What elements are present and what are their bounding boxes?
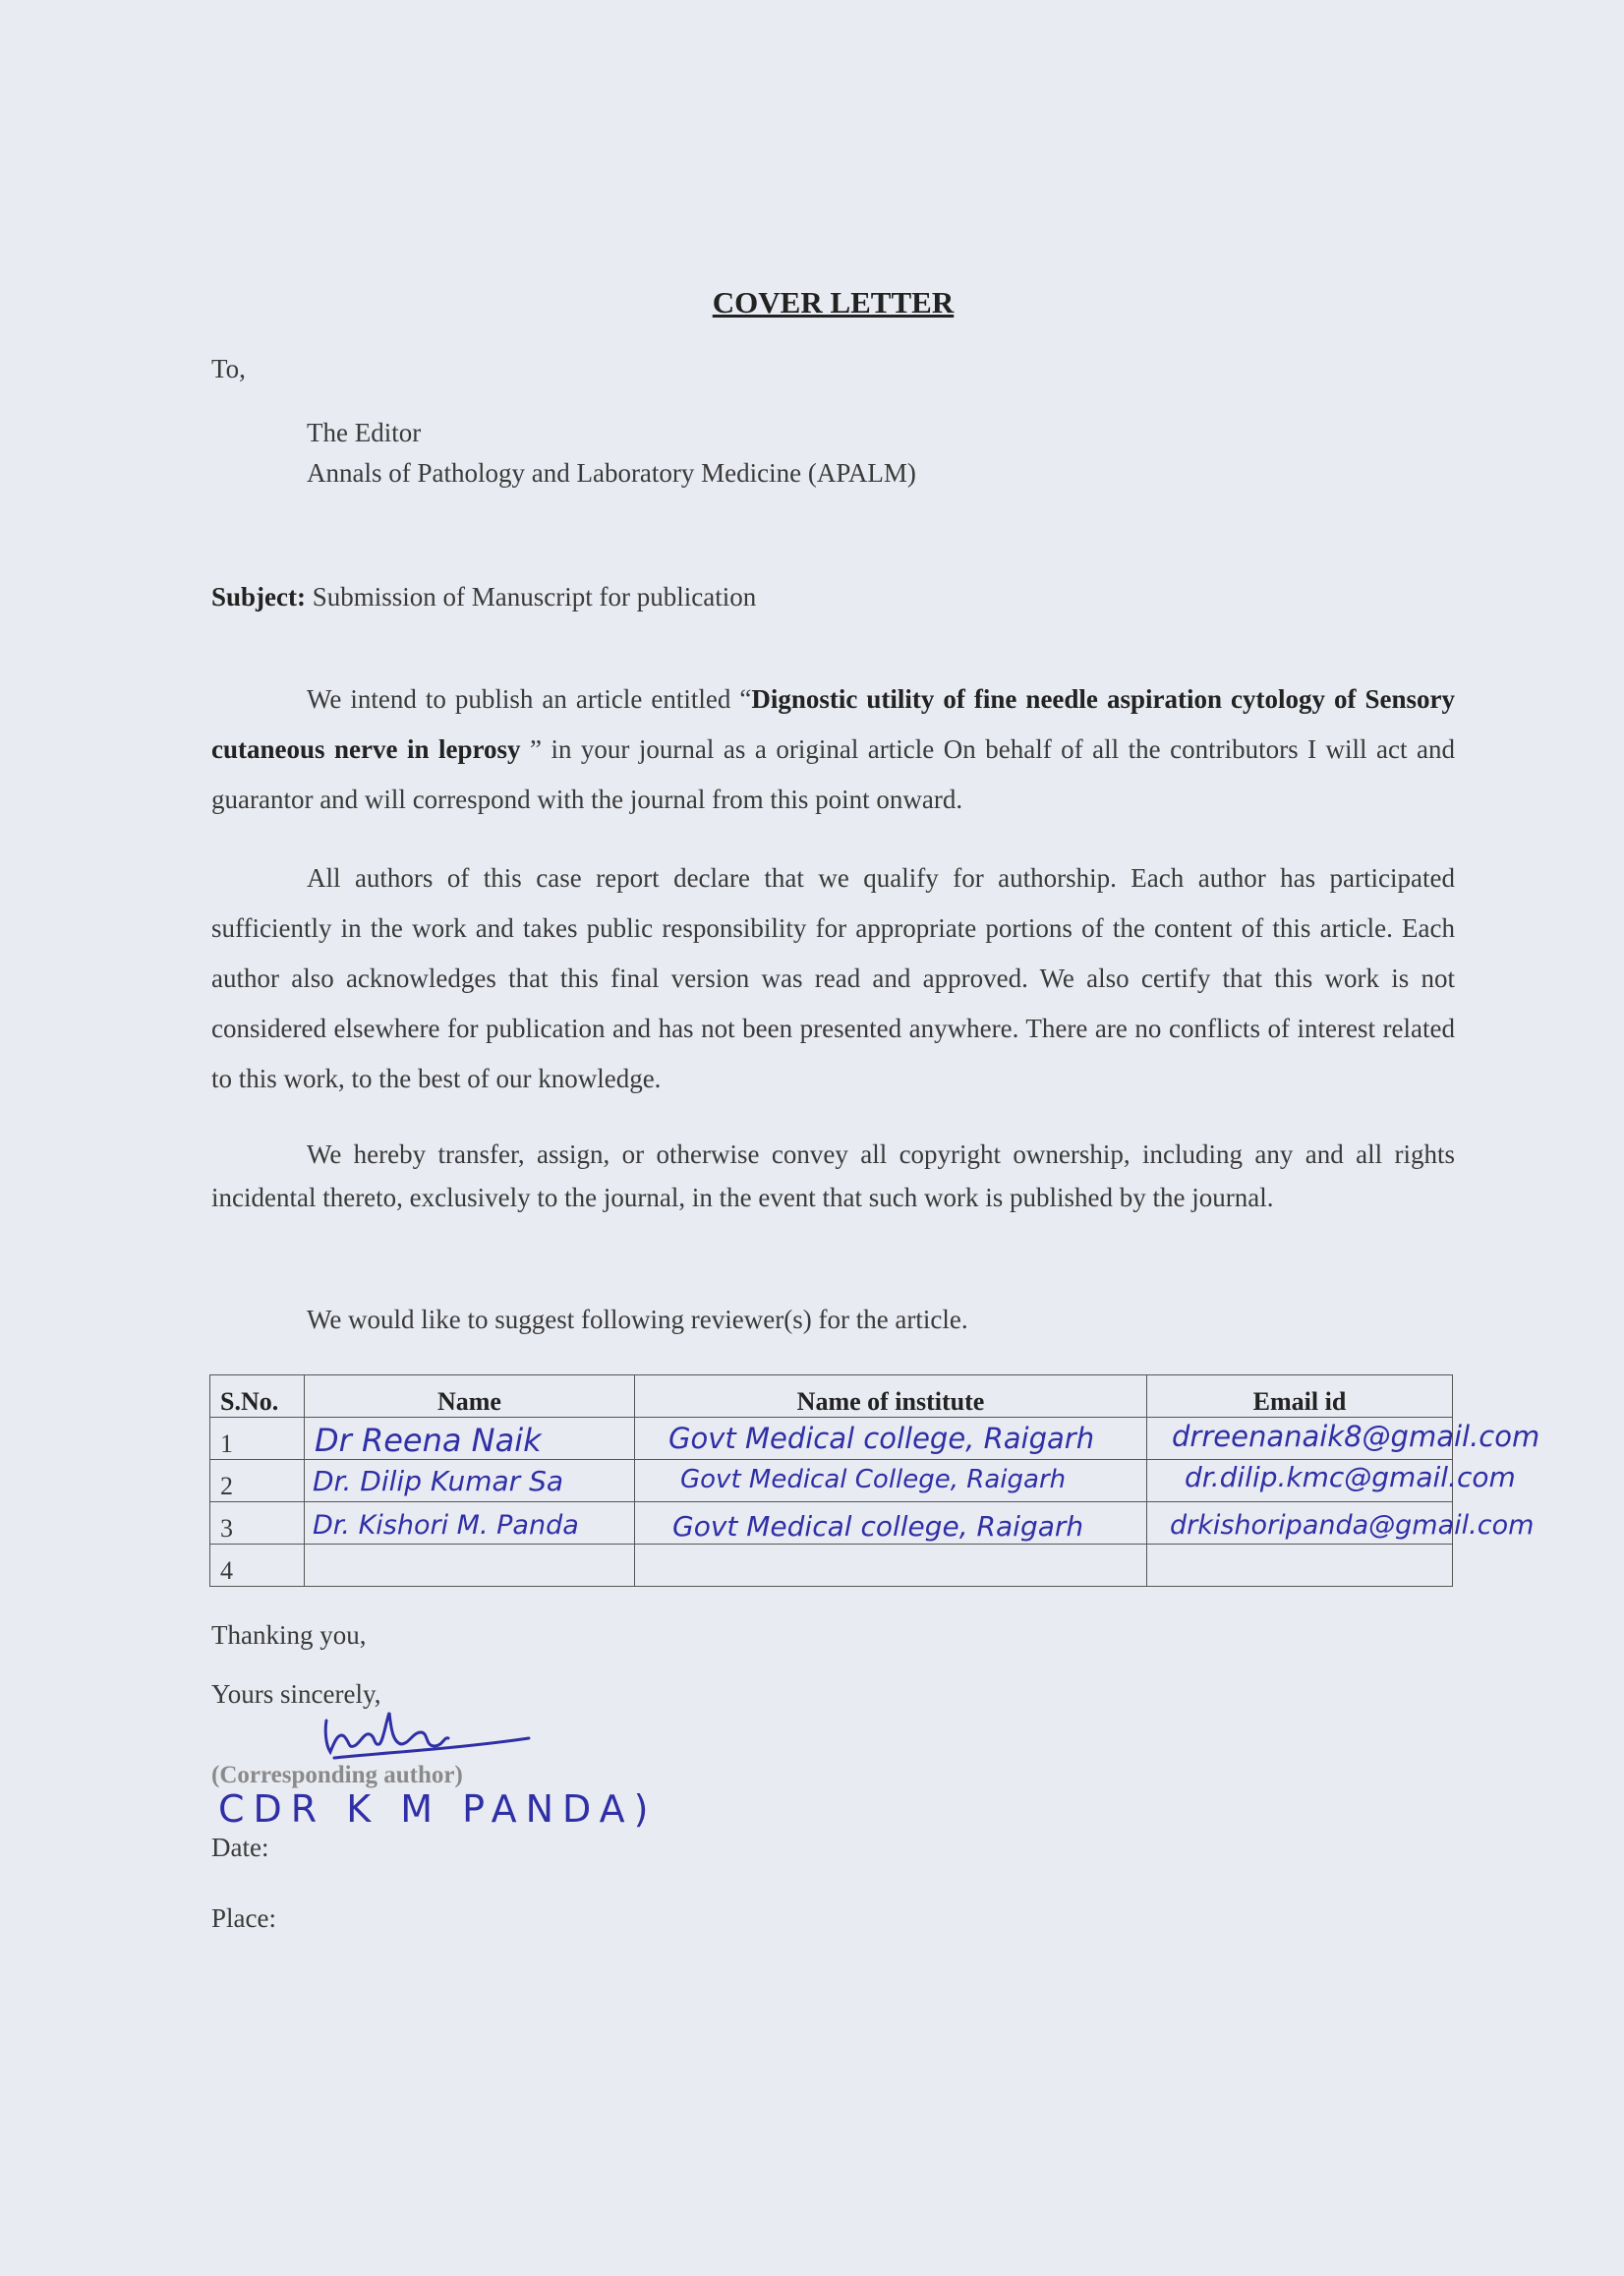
table-header-row (210, 1375, 1453, 1418)
subject-text: Submission of Manuscript for publication (306, 582, 757, 612)
reviewer-email: drreenanaik8@gmail.com (1172, 1420, 1540, 1453)
recipient-line-1: The Editor (307, 418, 422, 447)
reviewer-institute: Govt Medical College, Raigarh (680, 1465, 1067, 1494)
row-sno: 2 (210, 1460, 305, 1502)
reviewer-name: Dr Reena Naik (315, 1422, 542, 1459)
header-sno: S.No. (210, 1375, 305, 1418)
article-title: Dignostic utility of fine needle aspiration cytology of Sensory cutaneous nerve in leprosy (211, 684, 1455, 764)
paragraph-reviewers: We would like to suggest following reviewer(s) for the article. (307, 1305, 968, 1334)
header-email: Email id (1147, 1375, 1453, 1418)
paragraph-authorship: All authors of this case report declare that we qualify for authorship. Each author has participated sufficiently in the work and takes public responsibility for appropriate portions of the content of this article. Each author also acknowledges that this final version was read and approved. We also certify that this work is not considered elsewhere for publication and has not been presented anywhere. There are no conflicts of interest related to this work, to the best of our knowledge. (211, 863, 1455, 1093)
reviewer-name: Dr. Kishori M. Panda (313, 1510, 579, 1541)
reviewer-institute: Govt Medical college, Raigarh (672, 1510, 1084, 1543)
reviewer-email: drkishoripanda@gmail.com (1170, 1510, 1535, 1541)
paragraph-copyright: We hereby transfer, assign, or otherwise convey all copyright ownership, including any and all rights incidental thereto, exclusively to the journal, in the event that such work is published by the journal. (211, 1139, 1455, 1212)
para1-b: ” in your journal as a original article On behalf of all the contributors I will act and guarantor and will correspond with the journal from this point onward. (211, 734, 1455, 814)
subject-label: Subject: (211, 582, 306, 612)
row-sno: 3 (210, 1502, 305, 1545)
page-title: COVER LETTER (712, 285, 955, 320)
table-row (210, 1545, 1453, 1587)
date-label: Date: (211, 1833, 269, 1862)
header-name: Name (305, 1375, 635, 1418)
reviewer-email: dr.dilip.kmc@gmail.com (1185, 1461, 1516, 1493)
reviewer-name: Dr. Dilip Kumar Sa (313, 1465, 564, 1497)
header-institute: Name of institute (635, 1375, 1147, 1418)
place-label: Place: (211, 1903, 276, 1933)
paragraph-intent (211, 674, 1455, 825)
row-sno: 4 (210, 1545, 305, 1587)
signature (315, 1703, 541, 1762)
para1-a: We intend to publish an article entitled “ (307, 684, 752, 714)
closing-thanks: Thanking you, (211, 1620, 367, 1650)
reviewer-institute: Govt Medical college, Raigarh (668, 1422, 1095, 1455)
subject-line (211, 582, 756, 613)
handwritten-author-name: CDR K M PANDA) (218, 1787, 658, 1831)
row-sno: 1 (210, 1418, 305, 1460)
corresponding-author-label: (Corresponding author) (211, 1762, 463, 1788)
recipient-line-2: Annals of Pathology and Laboratory Medicine (APALM) (307, 458, 916, 488)
salutation: To, (211, 354, 246, 383)
closing-sincerely: Yours sincerely, (211, 1679, 381, 1709)
